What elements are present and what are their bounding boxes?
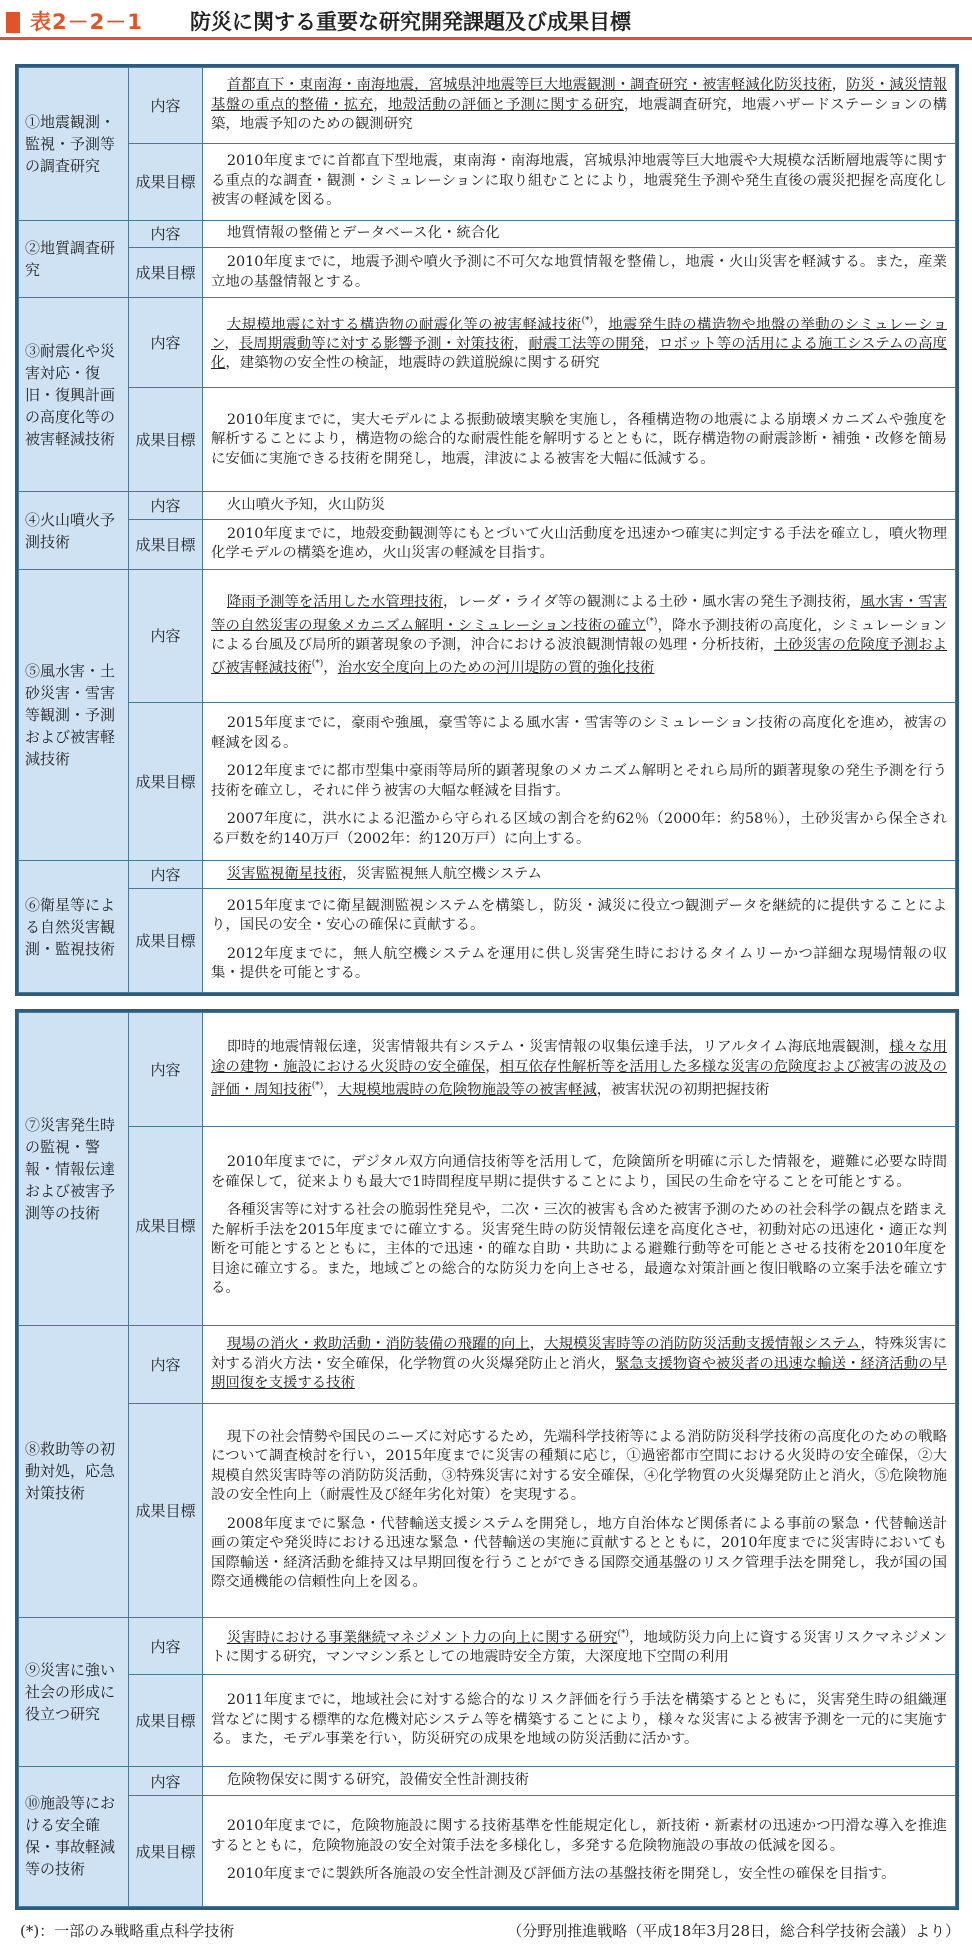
- content-segment: ，特殊災害に対する消火方法・安全確保，化学物質の火災爆発防止と消火，: [211, 1336, 947, 1372]
- target-cell: [203, 1675, 956, 1766]
- content-segment: ，地域防災力向上に資する災害リスクマネジメントに関する研究，マンマシン系としての地震時安全方策，大深度地下空間の利用: [211, 1629, 947, 1666]
- content-text: [211, 496, 947, 516]
- content-text: [211, 1625, 947, 1668]
- target-row: [19, 703, 956, 861]
- content-cell: [203, 1013, 956, 1127]
- target-label: 成果目標: [129, 703, 203, 861]
- strategic-topic: 大規模地震に対する構造物の耐震化等の被害軽減技術: [226, 316, 582, 333]
- content-segment: (*): [617, 1628, 630, 1639]
- content-segment: 火山噴火予知，火山防災: [226, 496, 386, 513]
- source-note: （分野別推進戦略（平成18年3月28日，総合科学技術会議）より）: [507, 1922, 960, 1940]
- target-label: 成果目標: [129, 1403, 203, 1617]
- content-segment: ，: [831, 77, 847, 94]
- content-label: 内容: [129, 68, 203, 144]
- target-row: [19, 520, 956, 570]
- target-paragraph: 2007年度に，洪水による氾濫から守られる区域の割合を約62％（2000年：約58％），土砂災害から保全される戸数を約140万戸（2002年：約120万戸）に向上する。: [211, 811, 947, 847]
- target-label: 成果目標: [129, 248, 203, 298]
- strategic-topic: 防災・減災情報基盤の重点的整備・拡充: [211, 77, 947, 113]
- research-area: ⑧救助等の初動対処，応急対策技術: [19, 1325, 129, 1617]
- target-label: 成果目標: [129, 520, 203, 570]
- strategic-topic: ロボット等の活用による施工システムの高度化: [211, 335, 947, 372]
- content-label: 内容: [129, 1013, 203, 1127]
- strategic-topic: 長周期震動等に対する影響予測・対策技術: [238, 335, 514, 352]
- strategic-topic: 首都直下・東南海・南海地震，宮城県沖地震等巨大地震観測・調査研究・被害軽減化防災技術: [226, 77, 832, 94]
- research-area: ③耐震化や災害対応・復旧・復興計画の高度化等の被害軽減技術: [19, 297, 129, 491]
- target-cell: [203, 143, 956, 220]
- content-row: [19, 1617, 956, 1674]
- content-segment: ，: [644, 335, 659, 352]
- target-row: [19, 1675, 956, 1766]
- content-text: [211, 593, 947, 679]
- content-cell: [203, 569, 956, 702]
- content-cell: [203, 1617, 956, 1674]
- content-segment: ，: [593, 316, 609, 333]
- content-row: [19, 861, 956, 889]
- strategic-topic: 地震発生時の構造物や地盤の挙動のシミュレーション: [211, 316, 947, 352]
- content-row: [19, 1013, 956, 1127]
- strategic-topic: 地殻活動の評価と予測に関する研究: [387, 96, 624, 113]
- content-segment: ，レーダ・ライダ等の観測による土砂・風水害の発生予測技術，: [443, 594, 861, 611]
- target-row: [19, 1403, 956, 1617]
- research-area: ②地質調査研究: [19, 220, 129, 297]
- content-text: [211, 865, 947, 885]
- content-cell: [203, 492, 956, 520]
- strategic-topic: 緊急支援物資や被災者の迅速な輸送・経済活動の早期回復を支援する技術: [211, 1355, 947, 1392]
- content-row: [19, 1766, 956, 1795]
- footnote: (*)：一部のみ戦略重点科学技術: [20, 1922, 235, 1940]
- content-segment: 危険物保安に関する研究，設備安全性計測技術: [226, 1772, 530, 1789]
- header-rule: [0, 37, 972, 40]
- page-header: [0, 0, 972, 40]
- research-area: ④火山噴火予測技術: [19, 492, 129, 569]
- target-paragraph: 2008年度までに緊急・代替輸送支援システムを開発し，地方自治体など関係者による事前の緊急・代替輸送計画の策定や発災時における迅速な緊急・代替輸送の実施に貢献するとともに，2010年度までに災害時においても国際輸送・経済活動を維持又は早期回復を行うことができる国際交通基盤のリスク管理手法を開発し，我が国の国際交通機能の信頼性向上を図る。: [211, 1515, 947, 1591]
- target-row: [19, 388, 956, 492]
- table-group-2: [15, 1009, 959, 1910]
- content-segment: ，: [485, 1058, 500, 1075]
- content-segment: ，: [373, 96, 388, 113]
- content-label: 内容: [129, 1617, 203, 1674]
- target-cell: [203, 248, 956, 298]
- content-text: [211, 76, 947, 135]
- content-segment: ，災害監視無人航空機システム: [341, 865, 542, 882]
- content-segment: 地質情報の整備とデータベース化・統合化: [226, 225, 500, 242]
- strategic-topic: 土砂災害の危険度予測および被害軽減技術: [211, 636, 947, 677]
- content-segment: (*): [645, 616, 658, 627]
- content-row: [19, 297, 956, 387]
- content-cell: [203, 1766, 956, 1795]
- target-label: 成果目標: [129, 1127, 203, 1325]
- target-cell: [203, 888, 956, 992]
- content-label: 内容: [129, 1325, 203, 1403]
- target-cell: [203, 388, 956, 492]
- target-cell: [203, 1127, 956, 1325]
- target-paragraph: 2010年度までに，地殻変動観測等にもとづいて火山活動度を迅速かつ確実に判定する手法を確立し，噴火物理化学モデルの構築を進め，火山災害の軽減を目指す。: [211, 525, 947, 562]
- target-paragraph: 2015年度までに衛星観測監視システムを構築し，防災・減災に役立つ観測データを継続的に提供することにより，国民の安全・安心の確保に貢献する。: [211, 897, 947, 934]
- research-area: ①地震観測・監視・予測等の調査研究: [19, 68, 129, 221]
- target-label: 成果目標: [129, 888, 203, 992]
- content-segment: ，: [323, 660, 338, 677]
- table-number: 表2－2－1: [30, 10, 143, 34]
- content-row: [19, 569, 956, 702]
- content-label: 内容: [129, 569, 203, 702]
- content-row: [19, 492, 956, 520]
- research-area: ⑤風水害・土砂災害・雪害等観測・予測および被害軽減技術: [19, 569, 129, 861]
- strategic-topic: 治水安全度向上のための河川堤防の質的強化技術: [337, 660, 655, 677]
- target-paragraph: 2010年度までに，危険物施設に関する技術基準を性能規定化し，新技術・新素材の迅速かつ円滑な導入を推進するとともに，危険物施設の安全対策手法を多様化し，多発する危険物施設の事故の低減を図る。: [211, 1818, 947, 1854]
- content-segment: ，降水予測技術の高度化，シミュレーションによる台風及び局所的顕著現象の予測，沖合における波浪観測情報の処理・分析技術，: [211, 617, 948, 653]
- research-area: ⑨災害に強い社会の形成に役立つ研究: [19, 1617, 129, 1766]
- research-area: ⑩施設等における安全確保・事故軽減等の技術: [19, 1766, 129, 1906]
- content-cell: [203, 68, 956, 144]
- target-paragraph: 各種災害等に対する社会の脆弱性発見や，二次・三次的被害も含めた被害予測のための社会科学の観点を踏まえた解析手法を2015年度までに確立する。災害発生時の防災情報伝達を高度化させ，初動対応の迅速化・適正な判断を可能とするとともに，主体的で迅速・的確な自助・共助による避難行動等を可能とさせる技術を2010年度を目途に確立する。また，地域ごとの総合的な防災力を向上させる，最適な対策計画と復旧戦略の立案手法を確立する。: [211, 1202, 947, 1297]
- target-row: [19, 1127, 956, 1325]
- content-segment: ，地震調査研究，地震ハザードステーションの構築，地震予知のための観測研究: [211, 96, 947, 133]
- content-label: 内容: [129, 297, 203, 387]
- content-segment: (*): [581, 315, 594, 326]
- footer: [20, 1918, 960, 1944]
- target-paragraph: 2015年度までに，豪雨や強風，豪雪等による風水害・雪害等のシミュレーション技術の高度化を進め，被害の軽減を図る。: [211, 715, 947, 751]
- target-paragraph: 2010年度までに製鉄所各施設の安全性計測及び評価方法の基盤技術を開発し，安全性の確保を目指す。: [226, 1866, 896, 1883]
- strategic-topic: 様々な用途の建物・施設における火災時の安全確保: [211, 1039, 947, 1075]
- target-paragraph: 2010年度までに，実大モデルによる振動破壊実験を実施し，各種構造物の地震による崩壊メカニズムや強度を解析することにより，構造物の総合的な耐震性能を解明するとともに，既存構造物の耐震診断・補強・改修を簡易に安価に実施できる技術を開発し，地震，津波による被害を大幅に低減する。: [211, 411, 947, 467]
- target-paragraph: 2012年度までに都市型集中豪雨等局所的顕著現象のメカニズム解明とそれら局所的顕著現象の発生予測を行う技術を確立し，それに伴う被害の大幅な軽減を目指す。: [211, 763, 947, 799]
- content-label: 内容: [129, 220, 203, 248]
- target-label: 成果目標: [129, 1675, 203, 1766]
- page-title: 防災に関する重要な研究開発課題及び成果目標: [190, 10, 631, 34]
- content-segment: ，建築物の安全性の検証，地震時の鉄道脱線に関する研究: [225, 355, 600, 372]
- target-cell: [203, 1796, 956, 1907]
- strategic-topic: 耐震工法等の開発: [528, 335, 645, 352]
- target-row: [19, 1796, 956, 1907]
- content-text: [211, 1038, 947, 1100]
- target-paragraph: 2012年度までに，無人航空機システムを運用に供し災害発生時におけるタイムリーかつ詳細な現場情報の収集・提供を可能とする。: [211, 945, 947, 982]
- content-segment: 即時的地震情報伝達，災害情報共有システム・災害情報の収集伝達手法，リアルタイム海底地震観測，: [226, 1039, 890, 1056]
- target-cell: [203, 703, 956, 861]
- target-paragraph: 現下の社会情勢や国民のニーズに対応するため，先端科学技術等による消防防災科学技術の高度化のための戦略について調査検討を行い，2015年度までに災害の種類に応じ，①過密都市空間における火災時の安全確保，②大規模自然災害時等の消防防災活動，③特殊災害に対する安全確保，④化学物質の火災爆発防止と消火，⑤危険物施設の安全性向上（耐震性及び経年劣化対策）を実現する。: [211, 1428, 947, 1504]
- target-paragraph: 2010年度までに，デジタル双方向通信技術等を活用して，危険箇所を明確に示した情報を，避難に必要な時間を確保して，従来よりも最大で1時間程度早期に提供することにより，国民の生命を守ることを可能とする。: [211, 1154, 947, 1190]
- table-group-1: [15, 64, 959, 996]
- content-text: [211, 224, 947, 244]
- content-row: [19, 220, 956, 248]
- content-row: [19, 68, 956, 144]
- content-text: [211, 1335, 947, 1394]
- strategic-topic: 災害時における事業継続マネジメント力の向上に関する研究: [226, 1629, 618, 1646]
- content-segment: ，: [224, 335, 239, 352]
- content-segment: ，: [514, 335, 529, 352]
- content-segment: ，被害状況の初期把握技術: [596, 1082, 770, 1099]
- content-segment: (*): [311, 1081, 324, 1092]
- target-label: 成果目標: [129, 143, 203, 220]
- target-row: [19, 143, 956, 220]
- target-row: [19, 888, 956, 992]
- strategic-topic: 災害監視衛星技術: [226, 865, 342, 882]
- content-segment: ，: [323, 1082, 338, 1099]
- target-paragraph: 2011年度までに，地域社会に対する総合的なリスク評価を行う手法を構築するとともに，災害発生時の組織運営などに関する標準的な危機対応システム等を構築することにより，様々な災害による被害予測を一元的に実施する。また，モデル事業を行い，防災研究の成果を地域の防災活動に活かす。: [211, 1692, 947, 1748]
- header-marker: [6, 12, 20, 33]
- target-paragraph: 2010年度までに首都直下型地震，東南海・南海地震，宮城県沖地震等巨大地震や大規模な活断層地震等に関する重点的な調査・観測・シミュレーションに取り組むことにより，地震発生予測や発生直後の震災把握を高度化し被害の軽減を図る。: [211, 153, 947, 209]
- content-row: [19, 1325, 956, 1403]
- strategic-topic: 現場の消火・救助活動・消防装備の飛躍的向上: [226, 1336, 530, 1353]
- strategic-topic: 降雨予測等を活用した水管理技術: [226, 594, 444, 611]
- content-label: 内容: [129, 861, 203, 889]
- strategic-topic: 大規模地震時の危険物施設等の被害軽減: [337, 1082, 597, 1099]
- content-cell: [203, 861, 956, 889]
- content-segment: (*): [311, 659, 324, 670]
- content-label: 内容: [129, 1766, 203, 1795]
- target-cell: [203, 1403, 956, 1617]
- target-row: [19, 248, 956, 298]
- strategic-topic: 相互依存性解析等を活用した多様な災害の危険度および被害の波及の評価・周知技術: [211, 1058, 947, 1099]
- strategic-topic: 風水害・雪害等の自然災害の現象メカニズム解明・シミュレーション技術の確立: [211, 594, 947, 634]
- content-cell: [203, 220, 956, 248]
- content-segment: ，: [529, 1336, 545, 1353]
- content-label: 内容: [129, 492, 203, 520]
- research-area: ⑥衛星等による自然災害観測・監視技術: [19, 861, 129, 993]
- content-text: [211, 1771, 947, 1791]
- target-cell: [203, 520, 956, 570]
- target-label: 成果目標: [129, 388, 203, 492]
- strategic-topic: 大規模災害時等の消防防災活動支援情報システム: [544, 1336, 861, 1353]
- research-area: ⑦災害発生時の監視・警報・情報伝達および被害予測等の技術: [19, 1013, 129, 1326]
- target-paragraph: 2010年度までに，地震予測や噴火予測に不可欠な地質情報を整備し，地震・火山災害を軽減する。また，産業立地の基盤情報とする。: [211, 254, 947, 290]
- content-cell: [203, 1325, 956, 1403]
- content-cell: [203, 297, 956, 387]
- target-label: 成果目標: [129, 1796, 203, 1907]
- content-text: [211, 312, 947, 374]
